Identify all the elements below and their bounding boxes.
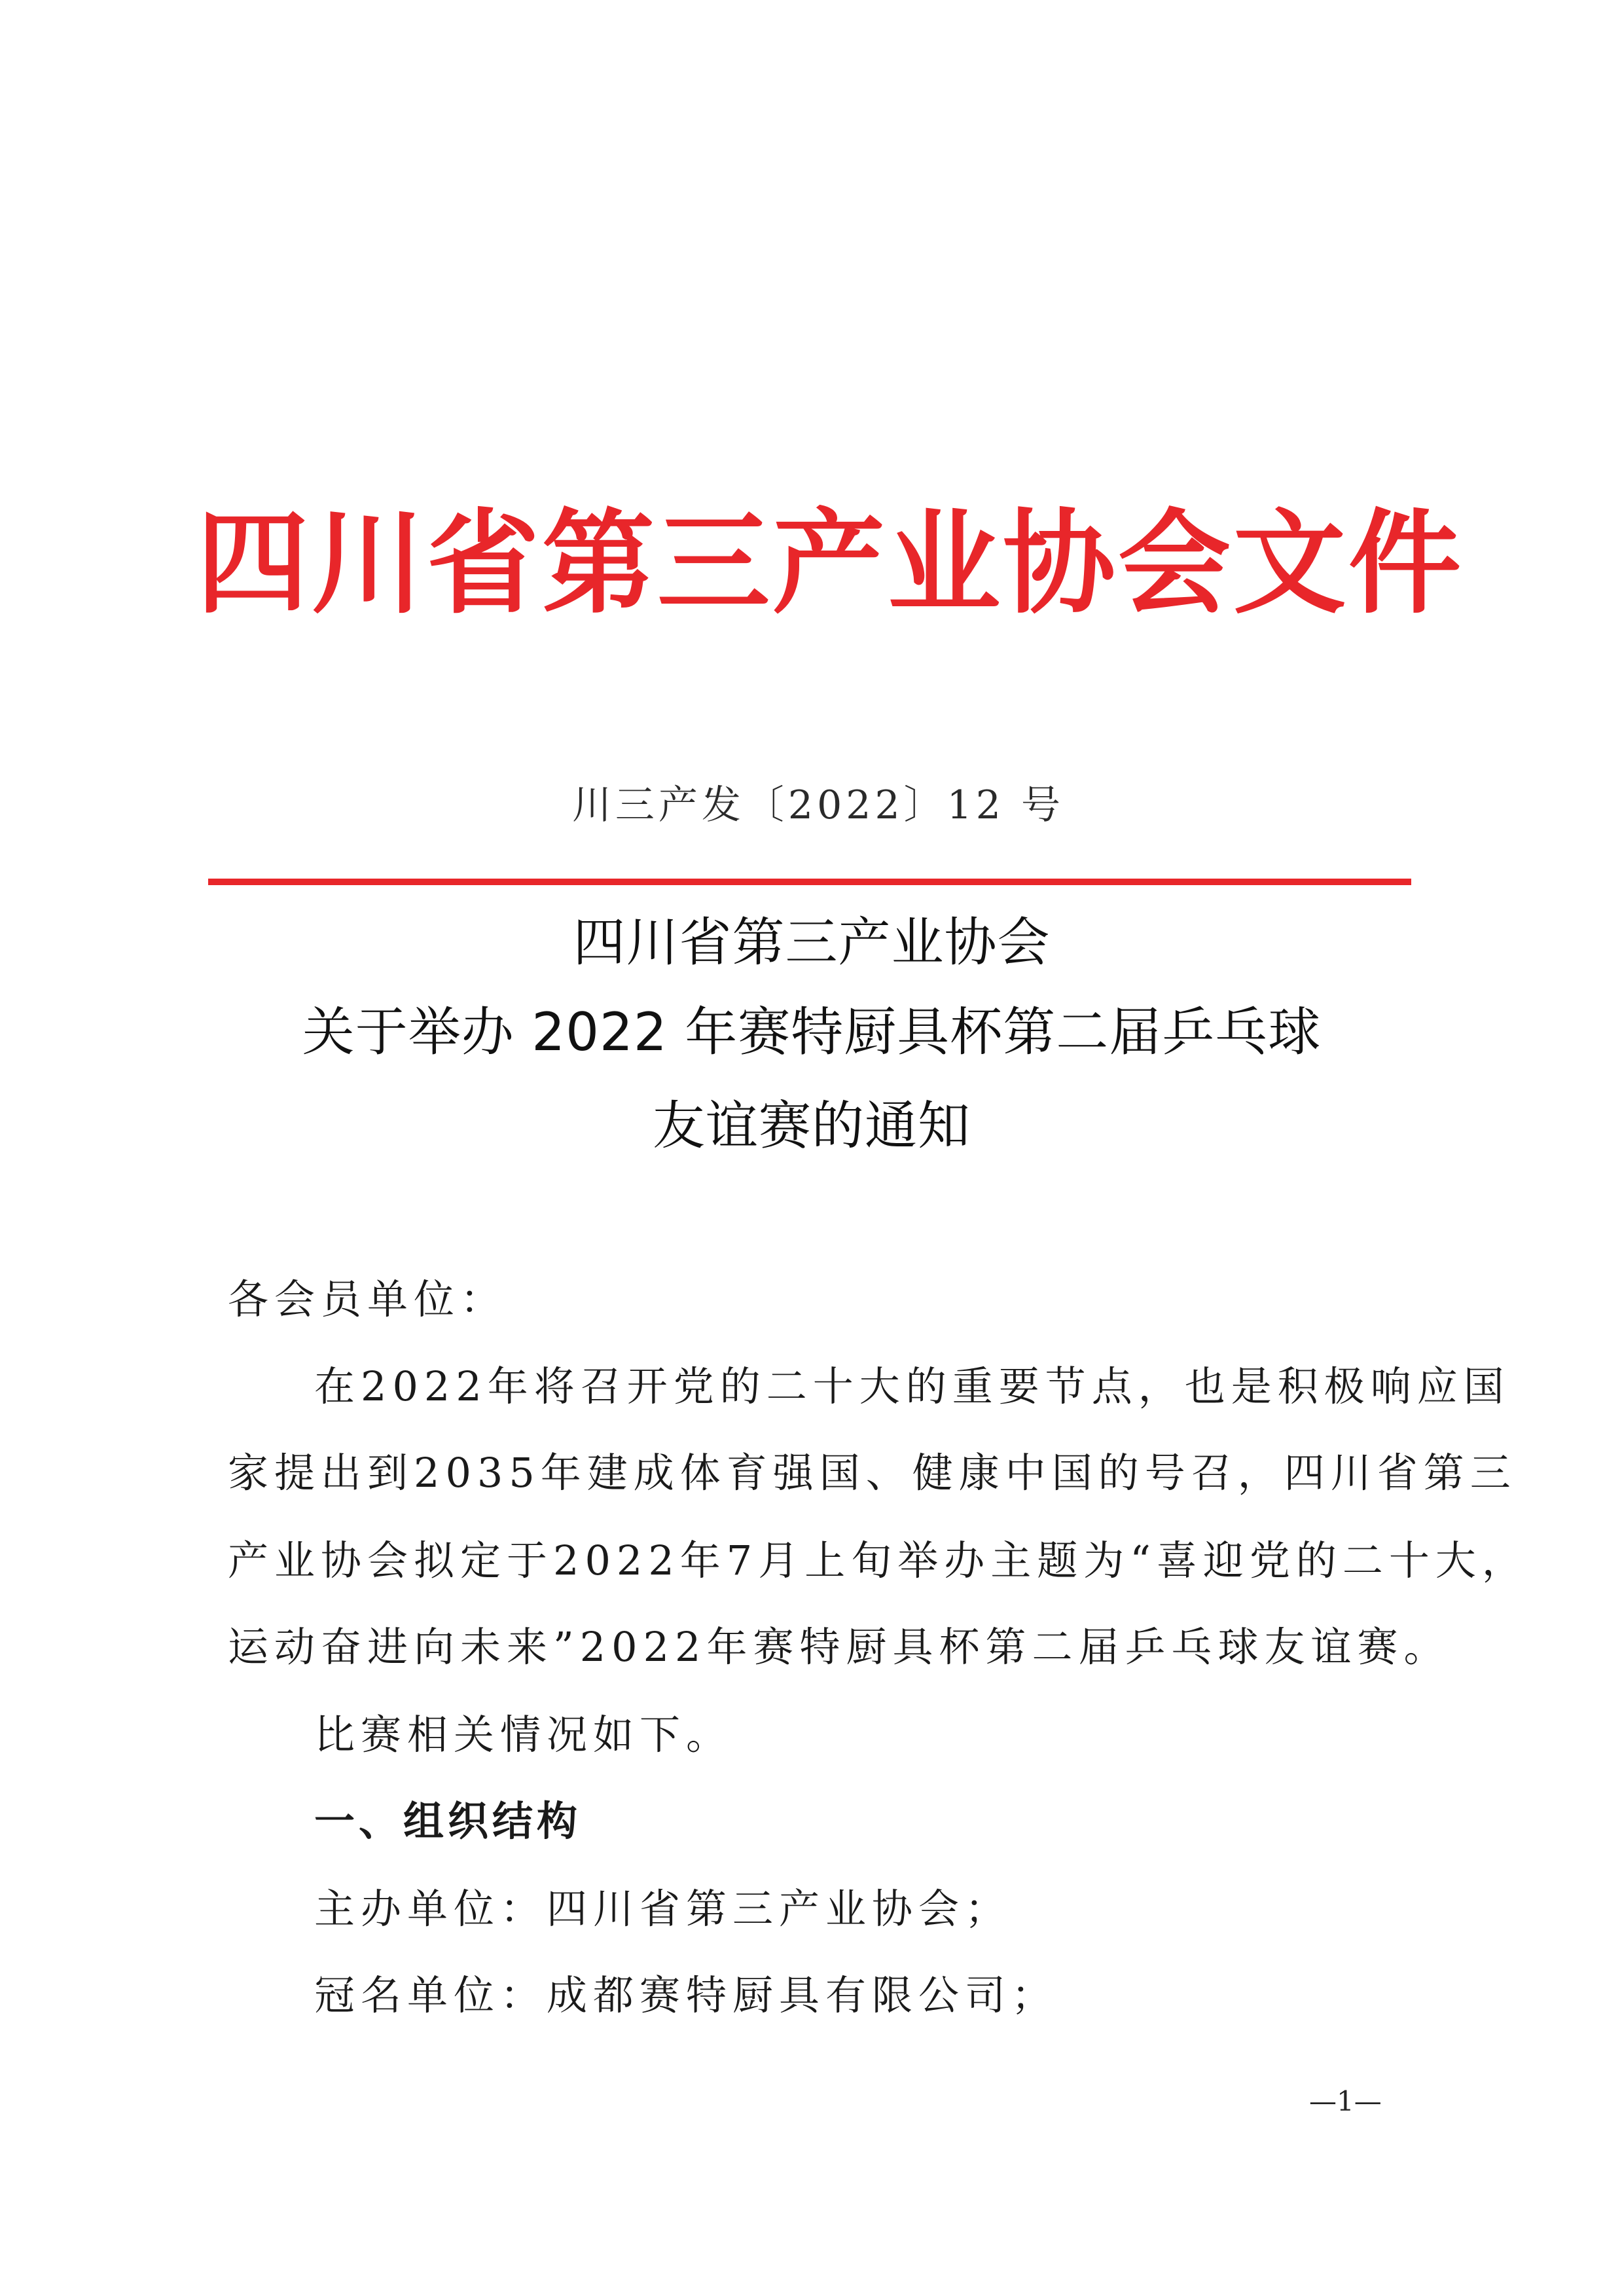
notice-title-line-1: 四川省第三产业协会 — [573, 912, 1051, 973]
paragraph-line-3: 产业协会拟定于2022年7月上旬举办主题为“喜迎党的二十大， — [228, 1537, 1528, 1584]
salutation: 各会员单位： — [228, 1275, 507, 1323]
title-sponsor-line: 冠名单位：成都赛特厨具有限公司； — [314, 1971, 1058, 2019]
document-header-title: 四川省第三产业协会文件 — [196, 496, 1464, 629]
paragraph-line-4: 运动奋进向未来”2022年赛特厨具杯第二届乒乓球友谊赛。 — [228, 1623, 1451, 1671]
organizer-line: 主办单位：四川省第三产业协会； — [314, 1885, 1012, 1933]
section-heading: 一、组织结构 — [314, 1797, 582, 1845]
notice-title-line-2: 关于举办 2022 年赛特厨具杯第二届乒乓球 — [302, 1002, 1322, 1063]
notice-title-line-3: 友谊赛的通知 — [653, 1095, 971, 1156]
paragraph-line-1: 在2022年将召开党的二十大的重要节点，也是积极响应国 — [314, 1362, 1510, 1410]
paragraph-line-2: 家提出到2035年建成体育强国、健康中国的号召，四川省第三 — [228, 1449, 1517, 1497]
page-number: —1— — [1309, 2085, 1382, 2117]
intro-line: 比赛相关情况如下。 — [314, 1711, 733, 1758]
document-number: 川三产发〔2022〕12 号 — [571, 782, 1065, 828]
red-divider-line — [208, 879, 1411, 885]
